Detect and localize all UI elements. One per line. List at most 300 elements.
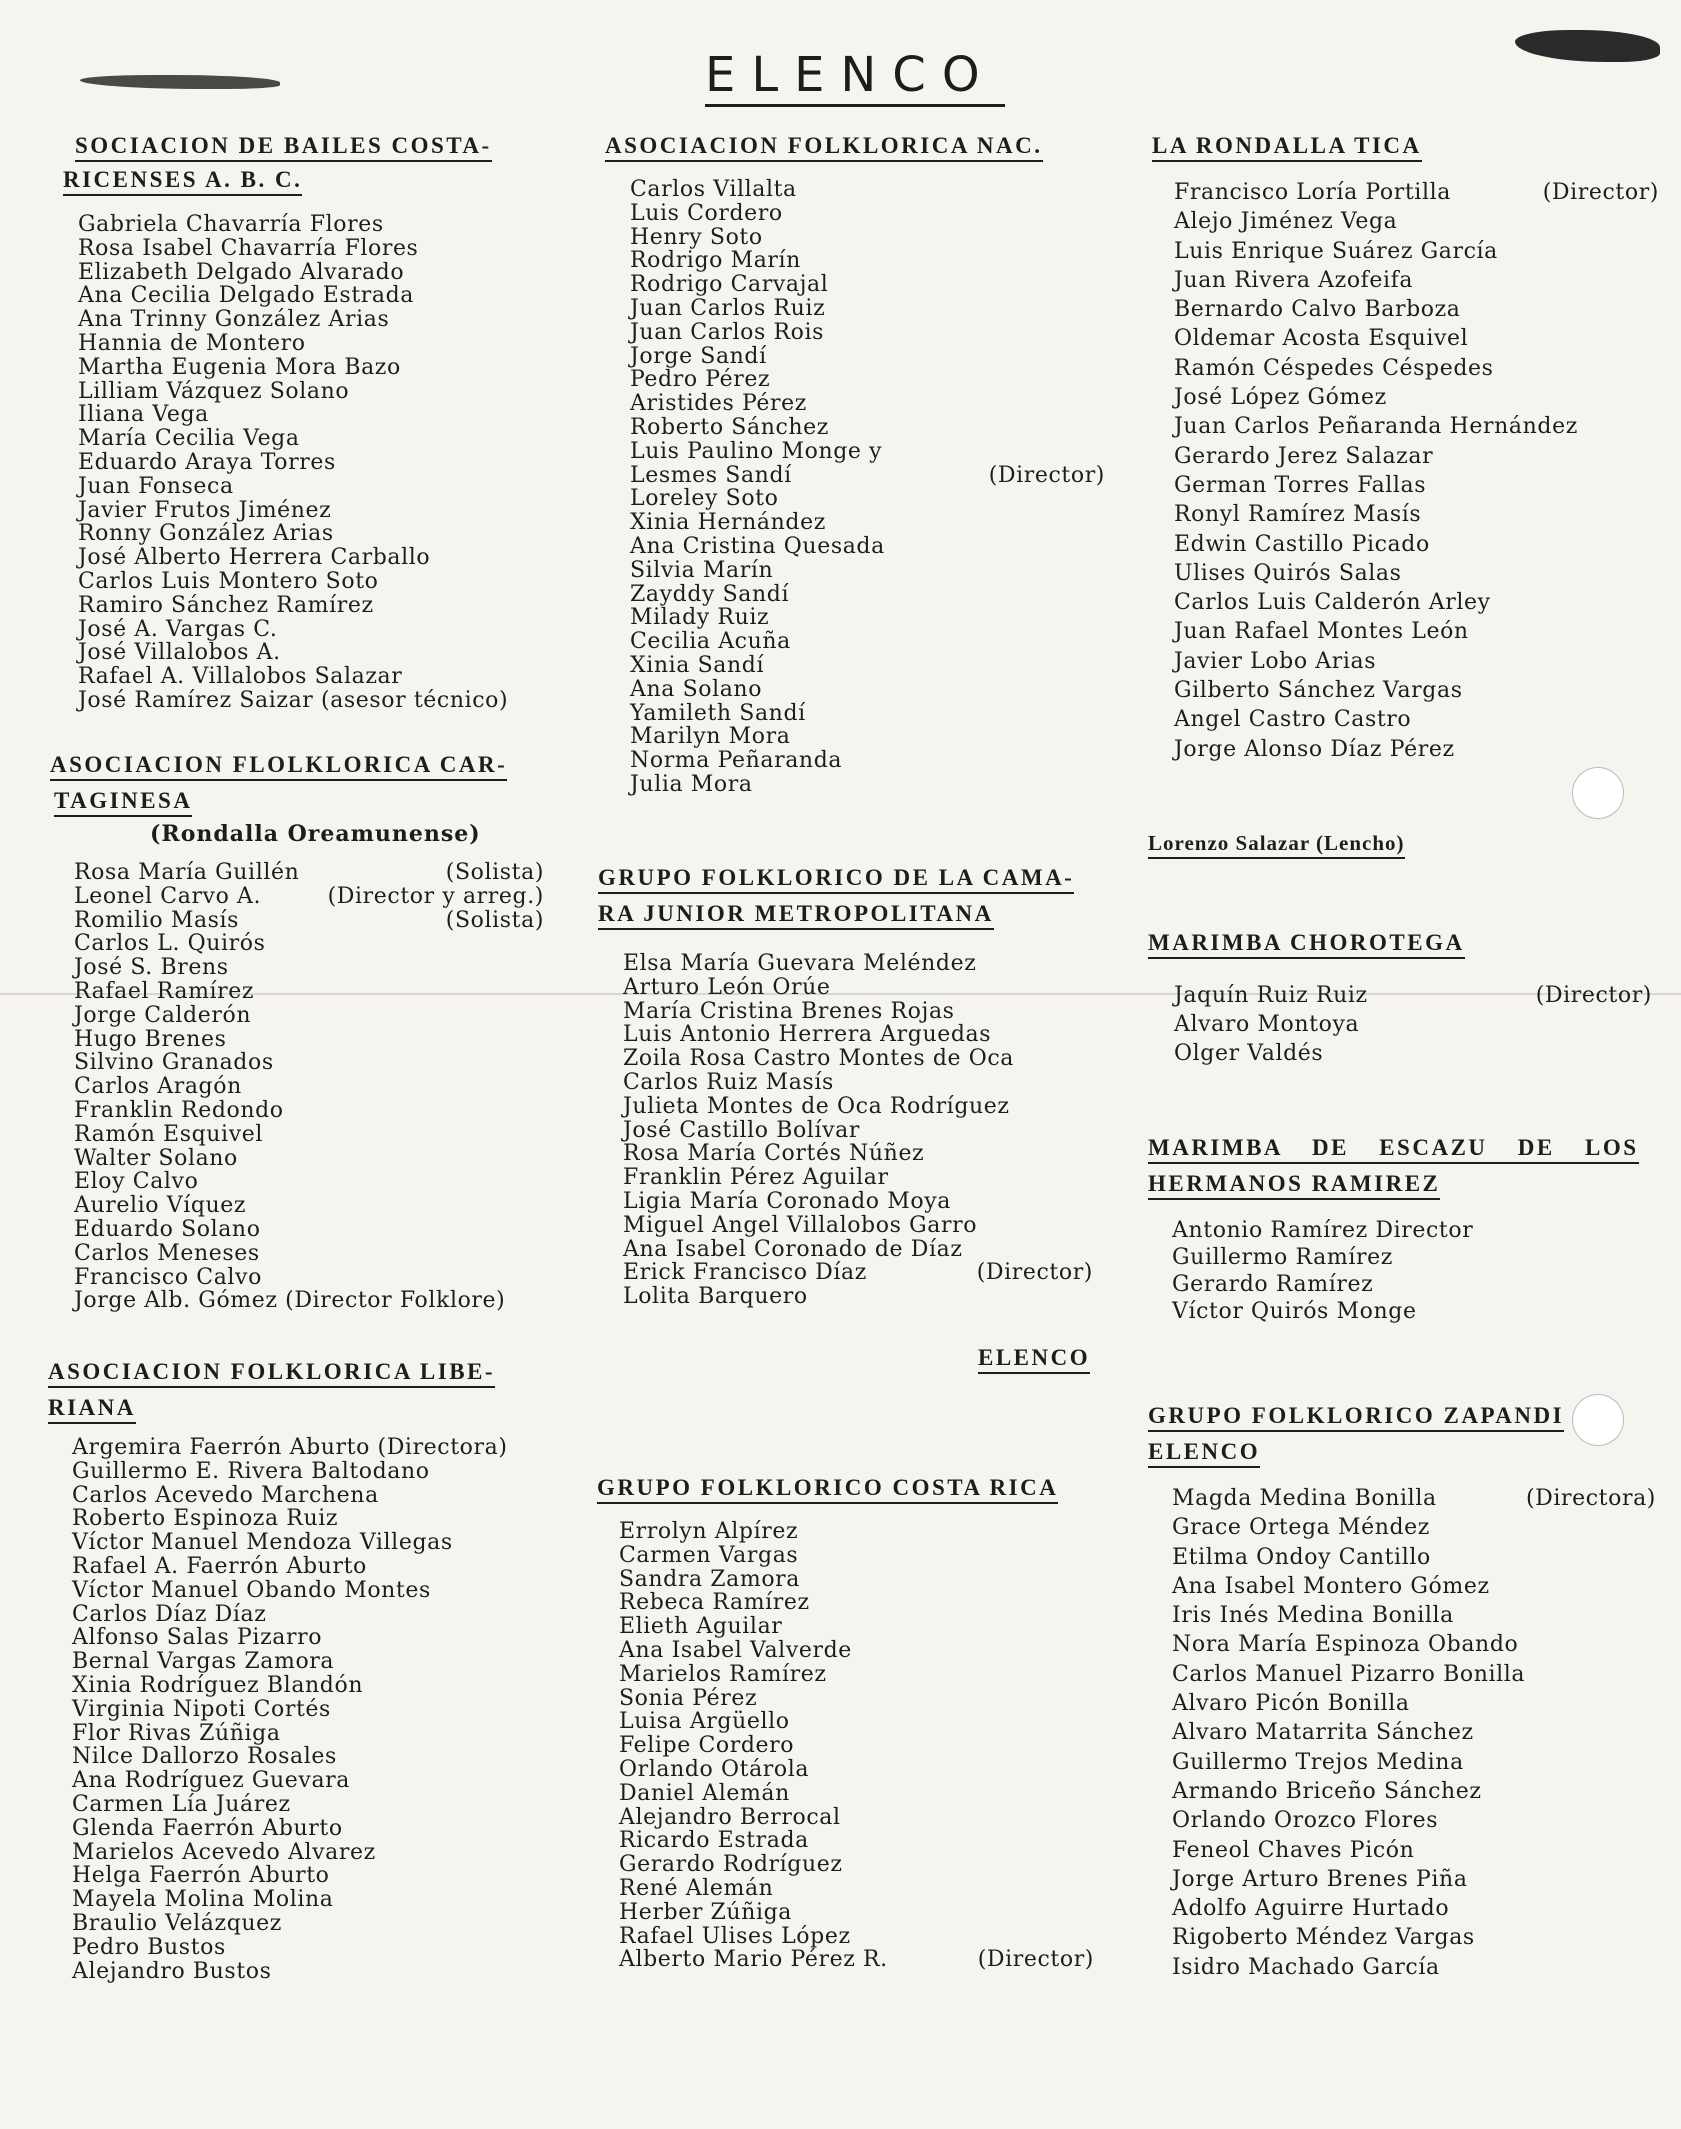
member-row xyxy=(74,909,544,933)
member-row xyxy=(72,1817,542,1841)
member-row xyxy=(623,1095,1093,1119)
member-name: José Alberto Herrera Carballo xyxy=(78,545,431,571)
member-name: Rosa María Cortés Núñez xyxy=(623,1141,925,1167)
member-row xyxy=(78,475,558,499)
member-name: Silvino Granados xyxy=(74,1050,274,1076)
member-name: Elizabeth Delgado Alvarado xyxy=(78,259,405,285)
member-name: Carlos L. Quirós xyxy=(74,931,266,957)
member-row xyxy=(1174,1039,1652,1068)
member-name: Juan Fonseca xyxy=(78,473,234,499)
member-row xyxy=(1174,617,1659,646)
section-heading: RIANA xyxy=(48,1390,548,1426)
member-row xyxy=(78,522,558,546)
section-heading: GRUPO FOLKLORICO ZAPANDI xyxy=(1148,1398,1658,1434)
member-name: Ulises Quirós Salas xyxy=(1174,560,1402,586)
member-note: (Solista) xyxy=(445,907,544,933)
member-row xyxy=(619,1782,1094,1806)
member-name: Juan Carlos Rois xyxy=(630,319,825,345)
member-row xyxy=(78,213,558,237)
section-heading: GRUPO FOLKLORICO COSTA RICA xyxy=(597,1470,1107,1506)
section-heading: RICENSES A. B. C. xyxy=(63,162,595,198)
member-name: Gerardo Jerez Salazar xyxy=(1174,443,1434,469)
member-row xyxy=(74,956,544,980)
member-name: Orlando Orozco Flores xyxy=(1172,1808,1439,1834)
member-row xyxy=(623,1071,1093,1095)
member-name: José S. Brens xyxy=(74,955,229,981)
member-name: Hugo Brenes xyxy=(74,1026,227,1052)
member-name: Francisco Calvo xyxy=(74,1264,262,1290)
member-row xyxy=(78,356,558,380)
member-name: Alejo Jiménez Vega xyxy=(1174,209,1398,235)
member-row xyxy=(78,237,558,261)
member-row xyxy=(78,403,558,427)
member-name: Zayddy Sandí xyxy=(630,581,790,607)
member-row xyxy=(72,1936,542,1960)
member-row xyxy=(619,1710,1094,1734)
member-name: Romilio Masís xyxy=(74,907,240,933)
member-row xyxy=(78,427,558,451)
member-row xyxy=(1172,1298,1642,1325)
member-name: Francisco Loría Portilla xyxy=(1174,180,1451,205)
member-note: (Director) xyxy=(1535,983,1652,1008)
member-name: María Cristina Brenes Rojas xyxy=(623,998,955,1024)
member-name: Jorge Sandí xyxy=(630,343,767,369)
member-row xyxy=(630,654,1105,678)
member-name: Jorge Calderón xyxy=(74,1002,252,1028)
member-row xyxy=(1174,324,1659,353)
member-note: (Director) xyxy=(1542,180,1659,205)
member-name: Juan Carlos Ruiz xyxy=(630,295,826,321)
member-row xyxy=(630,416,1105,440)
member-row xyxy=(1174,735,1659,764)
member-row xyxy=(72,1484,542,1508)
member-name: Miguel Angel Villalobos Garro xyxy=(623,1212,978,1238)
member-row xyxy=(1172,1572,1656,1601)
member-row xyxy=(72,1912,542,1936)
member-row xyxy=(74,932,544,956)
member-row xyxy=(623,1142,1093,1166)
member-row xyxy=(630,178,1105,202)
member-name: Juan Rafael Montes León xyxy=(1174,619,1469,645)
member-name: Carlos Meneses xyxy=(74,1240,260,1266)
member-row xyxy=(74,1170,544,1194)
section-heading: RA JUNIOR METROPOLITANA xyxy=(598,896,1108,932)
member-name: Norma Peñaranda xyxy=(630,748,843,774)
section-escazu xyxy=(1148,1130,1658,1325)
member-row xyxy=(619,1687,1094,1711)
member-row xyxy=(1174,981,1652,1010)
member-name: Rigoberto Méndez Vargas xyxy=(1172,1925,1475,1951)
member-name: Aurelio Víquez xyxy=(74,1193,247,1219)
member-row xyxy=(1174,295,1659,324)
member-row xyxy=(74,1028,544,1052)
member-note: (Director y arreg.) xyxy=(327,883,544,909)
member-row xyxy=(623,1166,1093,1190)
member-name: Ramón Esquivel xyxy=(74,1121,263,1147)
member-row xyxy=(1172,1484,1656,1513)
member-row xyxy=(72,1579,542,1603)
member-name: Sonia Pérez xyxy=(619,1685,758,1711)
member-row xyxy=(619,1568,1094,1592)
section-camara xyxy=(598,860,1108,1370)
member-name: Carlos Luis Montero Soto xyxy=(78,568,379,594)
member-name: Angel Castro Castro xyxy=(1174,707,1412,733)
member-row xyxy=(72,1460,542,1484)
member-row xyxy=(619,1948,1094,1972)
member-name: Ramón Céspedes Céspedes xyxy=(1174,355,1494,381)
member-row xyxy=(78,641,558,665)
member-name: Bernal Vargas Zamora xyxy=(72,1649,335,1675)
member-name: Rosa María Guillén xyxy=(74,860,300,885)
member-row xyxy=(630,511,1105,535)
member-name: Iris Inés Medina Bonilla xyxy=(1172,1603,1454,1629)
member-name: José A. Vargas C. xyxy=(78,616,278,642)
member-name: Nora María Espinoza Obando xyxy=(1172,1632,1519,1658)
member-name: Rafael A. Faerrón Aburto xyxy=(72,1553,367,1579)
member-row xyxy=(72,1864,542,1888)
member-name: Ana Rodríguez Guevara xyxy=(72,1768,351,1794)
member-name: Luis Cordero xyxy=(630,200,783,226)
member-row xyxy=(1172,1953,1656,1982)
member-row xyxy=(1174,354,1659,383)
member-name: Ana Cecilia Delgado Estrada xyxy=(78,283,414,309)
member-row xyxy=(630,583,1105,607)
member-name: Adolfo Aguirre Hurtado xyxy=(1172,1896,1450,1922)
member-row xyxy=(623,1238,1093,1262)
member-name: Milady Ruiz xyxy=(630,605,770,631)
member-row xyxy=(72,1626,542,1650)
member-row xyxy=(74,1004,544,1028)
section-heading: LA RONDALLA TICA xyxy=(1152,128,1662,164)
member-name: Mayela Molina Molina xyxy=(72,1887,334,1913)
member-row xyxy=(1172,1894,1656,1923)
member-name: Cecilia Acuña xyxy=(630,629,791,655)
member-name: Juan Rivera Azofeifa xyxy=(1174,267,1414,293)
page-title: ELENCO xyxy=(705,48,1005,107)
member-row xyxy=(630,368,1105,392)
member-row xyxy=(630,487,1105,511)
member-row xyxy=(78,261,558,285)
member-name: Luis Antonio Herrera Arguedas xyxy=(623,1022,992,1048)
member-name: Gerardo Ramírez xyxy=(1172,1272,1374,1297)
member-row xyxy=(619,1853,1094,1877)
member-row xyxy=(630,773,1105,797)
section-heading: ASOCIACION FOLKLORICA LIBE- xyxy=(48,1354,548,1390)
member-row xyxy=(1174,442,1659,471)
member-row xyxy=(619,1639,1094,1663)
member-name: Henry Soto xyxy=(630,224,763,250)
member-row xyxy=(74,1266,544,1290)
punch-hole-lower xyxy=(1572,1394,1624,1446)
member-row xyxy=(630,559,1105,583)
member-row xyxy=(78,332,558,356)
member-row xyxy=(630,606,1105,630)
member-name: Carlos Acevedo Marchena xyxy=(72,1482,379,1508)
member-name: Alvaro Picón Bonilla xyxy=(1172,1691,1410,1717)
member-row xyxy=(630,702,1105,726)
member-name: Marilyn Mora xyxy=(630,724,791,750)
member-name: Flor Rivas Zúñiga xyxy=(72,1720,281,1746)
member-name: Guillermo E. Rivera Baltodano xyxy=(72,1458,430,1484)
member-row xyxy=(78,284,558,308)
section-heading: GRUPO FOLKLORICO DE LA CAMA- xyxy=(598,860,1108,896)
member-name: Jorge Alonso Díaz Pérez xyxy=(1174,736,1455,762)
member-row xyxy=(1172,1513,1656,1542)
member-name: Ana Trinny González Arias xyxy=(78,307,390,333)
member-row xyxy=(74,1242,544,1266)
member-name: Gabriela Chavarría Flores xyxy=(78,212,384,237)
member-row xyxy=(1174,237,1659,266)
member-row xyxy=(74,980,544,1004)
member-name: Alvaro Matarrita Sánchez xyxy=(1172,1720,1474,1746)
member-name: Leonel Carvo A. xyxy=(74,883,262,909)
section-liberiana xyxy=(48,1354,548,1983)
member-name: Rodrigo Marín xyxy=(630,248,801,274)
member-row xyxy=(74,861,544,885)
member-name: Ana Solano xyxy=(630,676,763,702)
member-row xyxy=(623,1000,1093,1024)
member-name: José López Gómez xyxy=(1174,385,1387,411)
ink-smudge-right xyxy=(1515,30,1660,62)
member-row xyxy=(1174,471,1659,500)
member-row xyxy=(1172,1748,1656,1777)
member-row xyxy=(78,570,558,594)
member-name: Carlos Díaz Díaz xyxy=(72,1601,267,1627)
member-name: Felipe Cordero xyxy=(619,1733,795,1759)
member-name: Gerardo Rodríguez xyxy=(619,1852,843,1878)
member-row xyxy=(74,1075,544,1099)
member-name: Lesmes Sandí xyxy=(630,462,792,488)
member-name: Julieta Montes de Oca Rodríguez xyxy=(623,1093,1010,1119)
member-name: Ligia María Coronado Moya xyxy=(623,1188,951,1214)
member-row xyxy=(630,725,1105,749)
member-row xyxy=(623,952,1093,976)
member-row xyxy=(72,1436,542,1460)
member-row xyxy=(1174,676,1659,705)
member-name: Ramiro Sánchez Ramírez xyxy=(78,592,374,618)
member-row xyxy=(619,1615,1094,1639)
member-name: Aristides Pérez xyxy=(630,391,807,417)
member-row xyxy=(1174,383,1659,412)
member-row xyxy=(1172,1217,1642,1244)
member-name: Antonio Ramírez Director xyxy=(1172,1218,1474,1243)
member-row xyxy=(78,451,558,475)
member-name: Alejandro Bustos xyxy=(72,1958,272,1984)
member-row xyxy=(74,1194,544,1218)
member-row xyxy=(72,1531,542,1555)
member-name: Rosa Isabel Chavarría Flores xyxy=(78,235,419,261)
section-heading: HERMANOS RAMIREZ xyxy=(1148,1166,1658,1202)
member-row xyxy=(630,392,1105,416)
member-row xyxy=(78,380,558,404)
section-chorotega xyxy=(1148,925,1658,1068)
member-name: Alberto Mario Pérez R. xyxy=(619,1947,888,1973)
member-name: René Alemán xyxy=(619,1875,774,1901)
member-row xyxy=(72,1603,542,1627)
member-name: Isidro Machado García xyxy=(1172,1954,1440,1980)
member-name: Luis Enrique Suárez García xyxy=(1174,238,1498,264)
member-note: (Director) xyxy=(977,1947,1094,1973)
member-name: Ricardo Estrada xyxy=(619,1828,809,1854)
member-name: Juan Carlos Peñaranda Hernández xyxy=(1174,414,1578,440)
member-note: (Directora) xyxy=(1525,1486,1656,1511)
member-row xyxy=(630,321,1105,345)
section-subheading: (Rondalla Oreamunense) xyxy=(150,821,481,847)
member-name: Guillermo Trejos Medina xyxy=(1172,1749,1464,1775)
member-row xyxy=(630,345,1105,369)
member-row xyxy=(1172,1865,1656,1894)
member-row xyxy=(1172,1543,1656,1572)
member-row xyxy=(1172,1244,1642,1271)
member-note: (Director) xyxy=(988,462,1105,488)
member-list xyxy=(1174,981,1652,1068)
member-name: Walter Solano xyxy=(74,1145,238,1171)
member-name: Edwin Castillo Picado xyxy=(1174,531,1430,557)
member-name: Argemira Faerrón Aburto (Directora) xyxy=(72,1435,508,1460)
member-name: Errolyn Alpírez xyxy=(619,1519,799,1544)
member-row xyxy=(619,1544,1094,1568)
member-name: Guillermo Ramírez xyxy=(1172,1245,1393,1270)
member-name: Víctor Manuel Obando Montes xyxy=(72,1577,431,1603)
section-heading: MARIMBA CHOROTEGA xyxy=(1148,925,1658,961)
member-row xyxy=(619,1806,1094,1830)
member-row xyxy=(72,1769,542,1793)
member-row xyxy=(623,1285,1093,1309)
member-name: Lolita Barquero xyxy=(623,1284,808,1310)
member-row xyxy=(630,226,1105,250)
member-row xyxy=(1174,1010,1652,1039)
member-name: Elieth Aguilar xyxy=(619,1614,783,1640)
member-name: Alfonso Salas Pizarro xyxy=(72,1625,323,1651)
member-name: Xinia Hernández xyxy=(630,510,826,536)
member-row xyxy=(72,1555,542,1579)
member-name: Arturo León Orúe xyxy=(623,974,831,1000)
member-name: Orlando Otárola xyxy=(619,1756,810,1782)
member-row xyxy=(623,1190,1093,1214)
member-name: Gilberto Sánchez Vargas xyxy=(1174,678,1463,704)
member-name: German Torres Fallas xyxy=(1174,472,1427,498)
member-row xyxy=(1174,266,1659,295)
member-row xyxy=(630,535,1105,559)
member-row xyxy=(72,1650,542,1674)
member-name: Virginia Nipoti Cortés xyxy=(72,1696,331,1722)
member-row xyxy=(619,1734,1094,1758)
member-row xyxy=(623,1214,1093,1238)
member-note: (Director) xyxy=(976,1260,1093,1286)
member-name: Víctor Quirós Monge xyxy=(1172,1299,1417,1324)
member-name: Braulio Velázquez xyxy=(72,1910,282,1936)
member-name: Glenda Faerrón Aburto xyxy=(72,1815,343,1841)
member-list xyxy=(630,178,1105,797)
member-row xyxy=(630,630,1105,654)
member-list xyxy=(72,1436,542,1983)
section-heading: TAGINESA xyxy=(54,783,550,819)
member-name: Javier Lobo Arias xyxy=(1174,648,1377,674)
section-heading: ELENCO xyxy=(978,1340,1090,1376)
member-row xyxy=(1172,1806,1656,1835)
member-row xyxy=(1172,1923,1656,1952)
member-row xyxy=(78,618,558,642)
section-zapandi xyxy=(1148,1398,1658,1982)
member-row xyxy=(78,665,558,689)
member-row xyxy=(1172,1718,1656,1747)
member-row xyxy=(619,1829,1094,1853)
member-row xyxy=(1174,207,1659,236)
member-row xyxy=(630,464,1105,488)
member-name: Silvia Marín xyxy=(630,557,774,583)
member-row xyxy=(72,1674,542,1698)
member-row xyxy=(630,440,1105,464)
member-row xyxy=(1172,1660,1656,1689)
member-name: Julia Mora xyxy=(630,771,753,797)
member-row xyxy=(623,1047,1093,1071)
member-row xyxy=(78,689,558,713)
member-name: Lilliam Vázquez Solano xyxy=(78,378,350,404)
member-row xyxy=(1174,647,1659,676)
member-name: Grace Ortega Méndez xyxy=(1172,1515,1430,1541)
member-name: María Cecilia Vega xyxy=(78,426,300,452)
member-row xyxy=(72,1793,542,1817)
section-abc xyxy=(63,128,595,713)
member-list xyxy=(1174,178,1659,764)
member-name: Armando Briceño Sánchez xyxy=(1172,1778,1482,1804)
member-name: Yamileth Sandí xyxy=(630,700,806,726)
member-name: Carmen Vargas xyxy=(619,1542,799,1568)
member-name: Roberto Espinoza Ruiz xyxy=(72,1506,339,1532)
member-name: Ana Cristina Quesada xyxy=(630,533,885,559)
member-row xyxy=(78,546,558,570)
member-row xyxy=(1174,412,1659,441)
member-row xyxy=(623,1119,1093,1143)
member-name: Zoila Rosa Castro Montes de Oca xyxy=(623,1046,1015,1072)
member-list xyxy=(623,952,1093,1309)
member-row xyxy=(1174,588,1659,617)
member-name: Ana Isabel Valverde xyxy=(619,1637,852,1663)
member-name: Rafael A. Villalobos Salazar xyxy=(78,664,403,690)
member-name: Oldemar Acosta Esquivel xyxy=(1174,326,1469,352)
ink-smudge-left xyxy=(80,75,280,89)
member-row xyxy=(1172,1777,1656,1806)
member-row xyxy=(1174,705,1659,734)
member-row xyxy=(1172,1836,1656,1865)
member-row xyxy=(74,1289,544,1313)
member-name: Eduardo Solano xyxy=(74,1216,261,1242)
member-row xyxy=(74,1123,544,1147)
member-list xyxy=(619,1520,1094,1972)
member-row xyxy=(74,885,544,909)
member-name: Magda Medina Bonilla xyxy=(1172,1486,1437,1511)
member-name: Eduardo Araya Torres xyxy=(78,449,336,475)
member-name: Ana Isabel Coronado de Díaz xyxy=(623,1236,963,1262)
section-heading: ELENCO xyxy=(1148,1434,1658,1470)
member-list xyxy=(1172,1217,1642,1325)
member-name: Hannia de Montero xyxy=(78,330,306,356)
member-name: Roberto Sánchez xyxy=(630,414,829,440)
member-name: Olger Valdés xyxy=(1174,1041,1324,1066)
member-row xyxy=(1174,178,1659,207)
member-name: Carmen Lía Juárez xyxy=(72,1791,291,1817)
member-name: Xinia Rodríguez Blandón xyxy=(72,1672,364,1698)
member-row xyxy=(74,1099,544,1123)
member-row xyxy=(630,297,1105,321)
member-name: José Ramírez Saizar (asesor técnico) xyxy=(78,687,509,713)
member-name: Rafael Ramírez xyxy=(74,978,255,1004)
member-row xyxy=(1172,1630,1656,1659)
member-row xyxy=(630,249,1105,273)
member-note: (Solista) xyxy=(445,860,544,885)
member-name: Franklin Pérez Aguilar xyxy=(623,1165,889,1191)
member-row xyxy=(74,1218,544,1242)
